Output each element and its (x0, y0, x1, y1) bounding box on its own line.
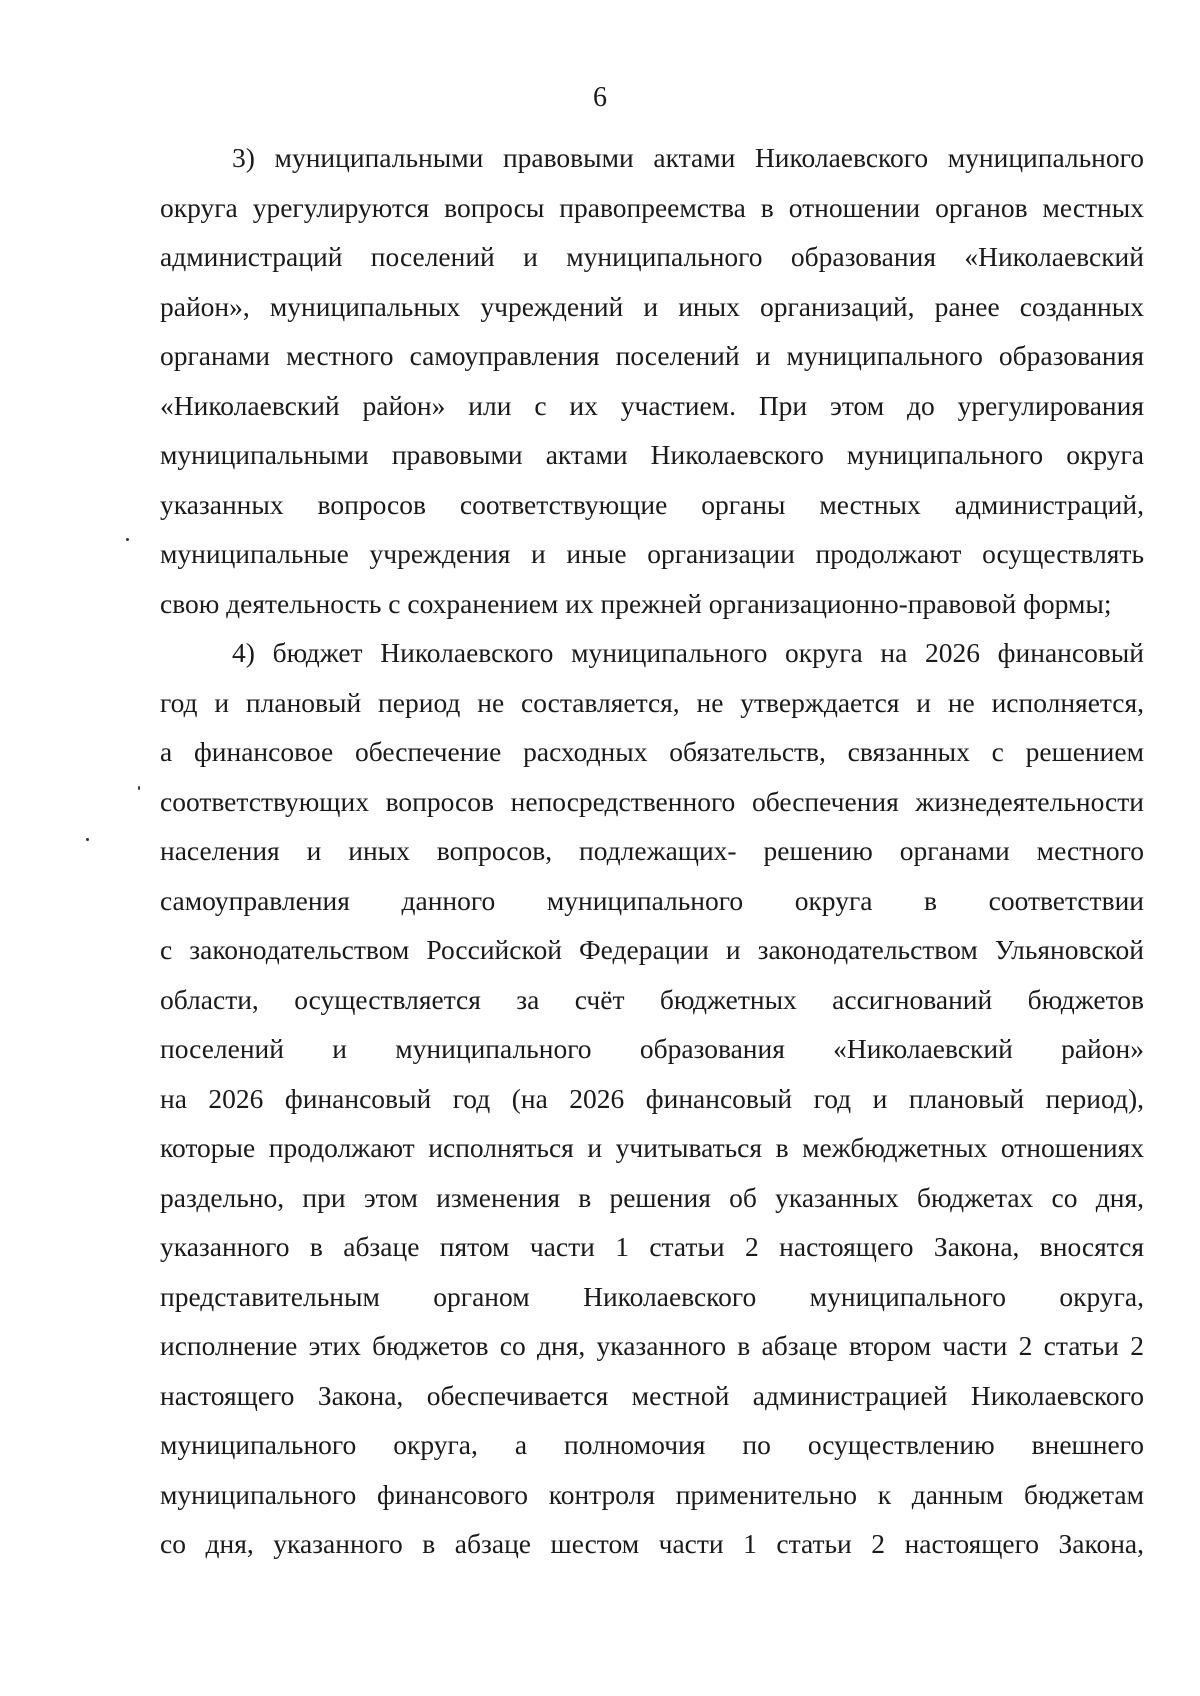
text-line: соответствующих вопросов непосредственного обеспечения жизнедеятельности (160, 785, 1144, 817)
text-line: представительным органом Николаевского муниципального округа, (160, 1280, 1144, 1312)
text-line: области, осуществляется за счёт бюджетных ассигнований бюджетов (160, 983, 1144, 1015)
page-number: 6 (593, 82, 607, 113)
text-line: указанных вопросов соответствующие органы местных администраций, (160, 488, 1144, 520)
text-line: муниципального финансового контроля применительно к данным бюджетам (160, 1478, 1144, 1510)
text-line: настоящего Закона, обеспечивается местной администрацией Николаевского (160, 1379, 1144, 1411)
text-line: которые продолжают исполняться и учитываться в межбюджетных отношениях (160, 1132, 1144, 1163)
text-line: 3) муниципальными правовыми актами Николаевского муниципального (232, 142, 1144, 173)
text-line: указанного в абзаце пятом части 1 статьи 2 настоящего Закона, вносятся (160, 1231, 1144, 1262)
text-line: исполнение этих бюджетов со дня, указанного в абзаце втором части 2 статьи 2 (160, 1330, 1144, 1361)
scan-speck (138, 786, 140, 790)
text-line: свою деятельность с сохранением их прежней организационно-правовой формы; (160, 587, 1112, 619)
text-line: муниципального округа, а полномочия по осуществлению внешнего (160, 1429, 1144, 1460)
text-line: раздельно, при этом изменения в решения об указанных бюджетах со дня, (160, 1181, 1144, 1213)
document-body (160, 133, 1144, 1569)
text-line: округа урегулируются вопросы правопреемства в отношении органов местных (160, 191, 1144, 223)
text-line: муниципальные учреждения и иные организации продолжают осуществлять (160, 538, 1144, 569)
text-line: поселений и муниципального образования «Николаевский район» (160, 1033, 1144, 1064)
text-line: муниципальными правовыми актами Николаевского муниципального округа (160, 439, 1144, 470)
text-line: на 2026 финансовый год (на 2026 финансовый год и плановый период), (160, 1082, 1144, 1114)
text-line: район», муниципальных учреждений и иных организаций, ранее созданных (160, 290, 1144, 322)
text-line: с законодательством Российской Федерации и законодательством Ульяновской (160, 934, 1144, 965)
text-line: 4) бюджет Николаевского муниципального округа на 2026 финансовый (232, 637, 1144, 668)
text-line: органами местного самоуправления поселений и муниципального образования (160, 340, 1144, 371)
text-line: самоуправления данного муниципального округа в соответствии (160, 884, 1144, 916)
text-line: администраций поселений и муниципального образования «Николаевский (160, 241, 1144, 272)
paragraph-item-4 (160, 628, 1144, 1569)
text-line: а финансовое обеспечение расходных обязательств, связанных с решением (160, 736, 1144, 767)
text-line: со дня, указанного в абзаце шестом части 1 статьи 2 настоящего Закона, (160, 1528, 1144, 1559)
text-line: год и плановый период не составляется, не утверждается и не исполняется, (160, 686, 1144, 718)
scan-speck (86, 838, 89, 841)
paragraph-item-3 (160, 133, 1144, 628)
text-line: «Николаевский район» или с их участием. При этом до урегулирования (160, 389, 1144, 421)
scan-speck (126, 538, 129, 541)
text-line: населения и иных вопросов, подлежащих- решению органами местного (160, 835, 1144, 866)
